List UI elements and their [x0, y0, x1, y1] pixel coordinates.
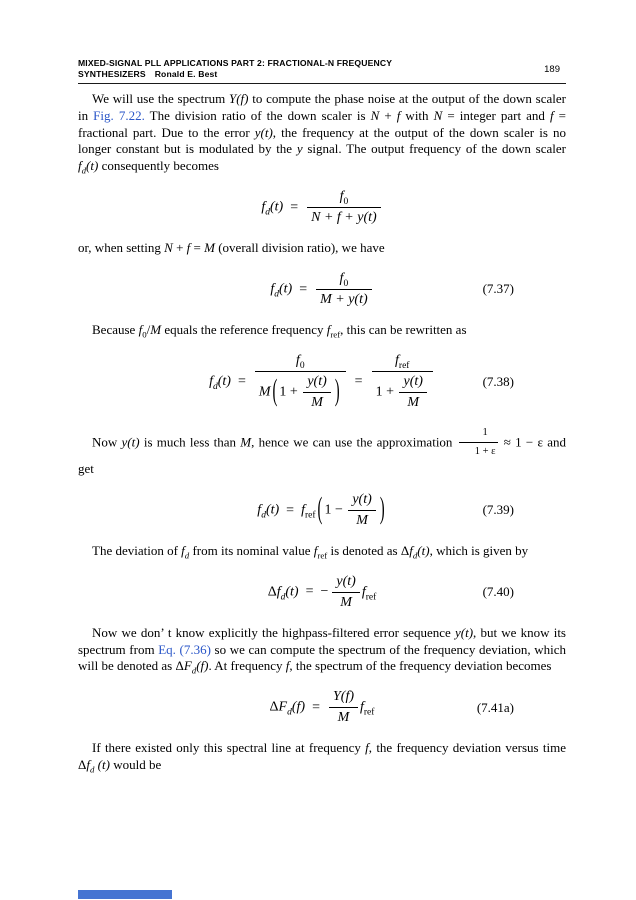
bottom-blue-bar — [78, 890, 172, 899]
equation-tag: (7.39) — [482, 502, 514, 518]
equation-tag: (7.38) — [482, 373, 514, 389]
page-number: 189 — [544, 63, 560, 75]
equation-7-41a: $\Delta F_d(f)$ = $\frac{Y(f)}{M}$ $f_{ref}$ (7.41a) — [269, 689, 514, 726]
left-paren: ( — [272, 374, 278, 408]
fraction: $\frac{f_0}{N + f + y(t)}$ — [307, 189, 381, 226]
nested-fraction: $\frac{y(t)}{M}$ — [399, 374, 426, 411]
fraction: $f_0$ M ( 1 + $\frac{y(t)}{M}$ ) — [255, 353, 346, 411]
right-paren: ) — [379, 492, 385, 527]
paragraph-spectral-line: If there existed only this spectral line at frequency f, the frequency deviation versus time $\Delta f_d$ (t) would be — [78, 740, 566, 775]
fraction: $\frac{y(t)}{M}$ — [332, 574, 359, 611]
paragraph-or-when-setting: or, when setting N + f = M (overall division ratio), we have — [78, 239, 385, 255]
equation-tag: (7.37) — [482, 281, 514, 297]
fraction: $\frac{Y(f)}{M}$ — [329, 689, 358, 726]
paragraph-deviation: The deviation of $f_d$ from its nominal value $f_{ref}$ is denoted as $\Delta f_d(t)$, which is given by — [92, 542, 529, 561]
equation-7-37: $f_d(t)$ = $\frac{f_0}{M + y(t)}$ (7.37) — [270, 270, 514, 307]
fraction: $\frac{f_0}{M + y(t)}$ — [316, 271, 372, 308]
left-paren: ( — [317, 492, 323, 527]
author-name: Ronald E. Best — [154, 69, 218, 79]
running-title-line1: MIXED-SIGNAL PLL APPLICATIONS PART 2: FRACTIONAL-N FREQUENCY — [78, 58, 393, 68]
page-content — [78, 58, 566, 774]
paragraph-because: Because $f_0/M$ equals the reference frequency $f_{ref}$, this can be rewritten as — [92, 321, 467, 340]
link-eq-7-36[interactable]: Eq. (7.36) — [158, 641, 211, 657]
paragraph-spectrum: Now we don’ t know explicitly the highpass-filtered error sequence y(t), but we know its spectrum from Eq. (7.36) so we can compute the spectrum of the frequency deviation, which will be denoted as $\Delta F_d(f)$. At frequency f, the spectrum of the frequency deviation becomes — [78, 624, 566, 676]
page-header — [78, 58, 566, 83]
link-fig-7-22[interactable]: Fig. 7.22. — [93, 107, 145, 123]
equation-7-38: $f_d(t)$ = $f_0$ M ( 1 + $\frac{y(t)}{M}$ ) = $f_{ref}$ 1 + $\frac{y(t)}{M}$ (7.38) — [209, 352, 514, 410]
equation-7-39: $f_d(t) = f_{ref}$ ( 1 − $\frac{y(t)}{M}$ ) (7.39) — [257, 491, 514, 528]
header-divider — [78, 83, 566, 84]
fraction: $\frac{y(t)}{M}$ — [348, 492, 375, 529]
equation-7-40: $\Delta f_d(t)$ = − $\frac{y(t)}{M}$ $f_{ref}$ (7.40) — [267, 573, 514, 610]
fraction: $f_{ref}$ 1 + $\frac{y(t)}{M}$ — [372, 353, 433, 411]
equation-tag: (7.40) — [482, 584, 514, 600]
running-title — [78, 58, 392, 80]
nested-fraction: $\frac{y(t)}{M}$ — [303, 374, 330, 411]
paragraph-intro: We will use the spectrum Y(f) to compute the phase noise at the output of the down scaler in Fig. 7.22. The division ratio of the down scaler is N + f with N = integer part and f = fractional part. Due to the error y(t), the frequency at the output of the down scaler is no longer constant but is modulated by the y signal. The output frequency of the down scaler $f_d(t)$ consequently becomes — [78, 91, 566, 176]
running-title-line2: SYNTHESIZERS Ronald E. Best — [78, 69, 218, 79]
paragraph-approximation: Now y(t) is much less than M, hence we can use the approximation $\frac{1}{1 + \varepsilon}$ ≈ 1 − ε and get — [78, 426, 566, 477]
equation-tag: (7.41a) — [476, 699, 514, 715]
inline-fraction: $\frac{1}{1 + \varepsilon}$ — [459, 425, 498, 462]
equation-unnumbered: $f_d(t)$ = $\frac{f_0}{N + f + y(t)}$ — [78, 189, 566, 226]
right-paren: ) — [334, 374, 340, 408]
